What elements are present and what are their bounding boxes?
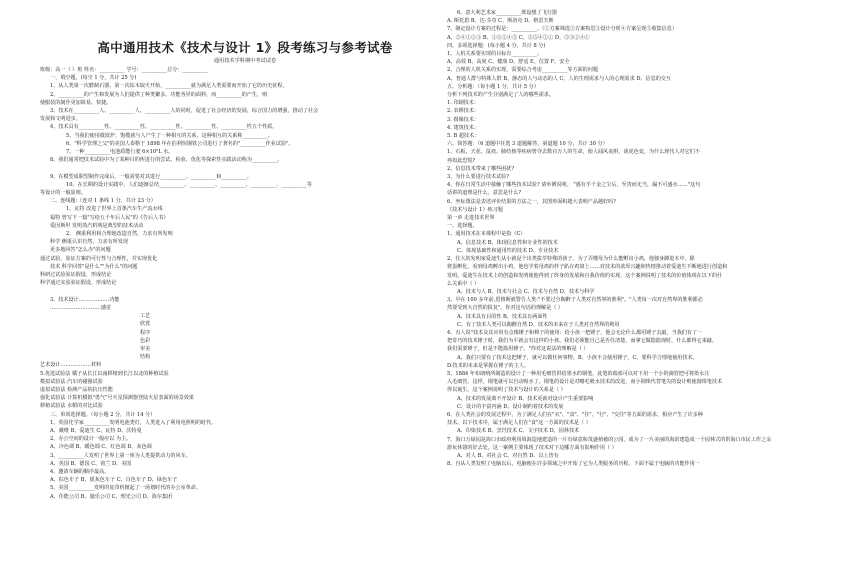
left-text-line: 审美 (140, 345, 151, 352)
right-text-line: 发明。爱迪生在技术上的创造和发明使他得到了终身的发展和自我价值的实现，这个案例说明了技术的价值体现在以下的什 (447, 272, 723, 279)
right-text-line: 五、分析题：（每小题 1 分，共计 5 分） (447, 83, 539, 90)
left-text-line: 程序 (140, 329, 151, 336)
right-text-line: 我们需要锤子，但是不能滥用锤子。"你对这说法的理解是（ ） (447, 346, 589, 353)
left-text-line: 模拟试验法 汽车的碰撞试验 (40, 378, 103, 385)
right-text-line: D.技术的未来是掌握在锤子的主人。 (447, 362, 529, 369)
left-text-line: 等设计的一般原则。 (40, 190, 86, 197)
right-text-line: 2. 农耕技术： (447, 108, 479, 115)
right-text-line: 话讲的道理是什么，意思是什么? (447, 190, 522, 197)
left-text-line: 2、 侧重利用和合理地改造自然，力求有所发明 (66, 231, 173, 238)
right-text-line: 5. B 超技术： (447, 133, 480, 140)
left-text-line: 技术 科学回答"是什么""为什么"的问题 (50, 263, 138, 270)
right-text-line: 2、合理的人机关系的实现，需要综合考虑__________等方面的问题 (447, 67, 598, 74)
left-text-line: 更多地回答"怎么办"的问题 (50, 247, 111, 254)
left-text-line: A、佳能公司 B、施乐公司 C、理光公司 D、海尔集团 (50, 493, 173, 500)
left-text-line: A、棕色车子 B、银灰色车子 C、白色车子 D、绿色车子 (50, 477, 178, 484)
right-text-line: 1、人机关系要实现的目标有__________。 (447, 51, 542, 58)
right-text-line: 1、石板、天花、鼠疫、肺结核等疾病曾夺去数百万人的生命，使人闻风丧胆，谈虎色变。为什么现代人对它们不 (447, 149, 700, 156)
right-text-line: A、技术具有目的性 B、技术具有两面性 (457, 313, 548, 320)
right-text-line: A、我们只要有了技术这把锤子，就可以做任何事物。B、小孩不会使用锤子，C、要科学合理地使用技术。 (457, 354, 698, 361)
left-text-line: 4、邀请车辆的顺序最高。 (50, 468, 110, 475)
right-text-line: A、⑤④①②③ B、①③②④⑤ C、③⑤④②① D、⑤③②④① (447, 34, 590, 41)
left-text-line: 5、美国__________发明的复印机掀起了一场划时代的办公室革命。 (50, 485, 201, 492)
left-text-line: 4、技术具有__________性、__________性、__________性、__________性、__________性五个性质。 (50, 124, 278, 131)
right-text-line: 入毛细管。这样，钢笔就可以自动吸水了。钢笔的设计是对略毛吸水技术的改进，而小钢珠代替笔尖的设计则使圆珠笔技术 (447, 379, 723, 386)
left-text-line: 3、技术设计………………功能 (50, 296, 120, 303)
left-text-line: 发展和文明进步。 (40, 116, 81, 123)
right-text-line: A、技术的发展离不开设计 B、技术更新对设计产生重要影响 (457, 395, 594, 402)
left-text-line (40, 287, 435, 295)
left-text-line: 科学 侧重认识自然，力求有所发现 (50, 239, 129, 246)
right-text-line: 7、海口万绿园是海口市政府利用填海造地建造的一片有绿意和茂盛植被的公园，成为了一片美丽的海滨建造成一个园林式的供海口市民工作之余 (447, 436, 772, 443)
left-text-line: 移植试验法 水稻的对比试验 (40, 403, 103, 410)
left-text-line: 工艺 (140, 313, 151, 320)
right-text-line: 6、坐标图法是表述评价结果的方法之一，其图形面积越大表明产品越好吗? (447, 198, 616, 205)
right-text-line: 再如此恐慌? (447, 157, 476, 164)
left-text-line: 使服装的制作更加简易、快捷。 (40, 99, 112, 106)
right-text-line: A、技术与人 B、技术与社会 C、技术与自然 D、技术与科学 (457, 288, 595, 295)
right-text-line: 然要受到大自然的报复"。你对这句话的理解是（ ） (447, 305, 564, 312)
right-text-line: 将蛋孵化，看到母鸡孵出小鸡，他也学着母鸡的样子趴在鸡窝上……对技术的浓厚兴趣和热情推动着爱迪生不断地进行创造和 (447, 264, 728, 271)
right-text-line: 6、意大利艺术家__________既设想了飞行器 (457, 10, 558, 16)
right-text-line: 7、制定设计方案的过程是：__________。（①方案筛选②方案构思③设计分析④方案呈现⑤收集信息） (447, 26, 677, 33)
left-text-line: 5、当我们使用微波炉，饱揽就与人产生了一种相互的关系，这种相互的关系称__________。 (66, 132, 273, 139)
right-text-line: A、印染技术 B、烹饪技术 C、文字技术 D、园林技术 (457, 428, 580, 435)
right-text-line: 么关系中（ ） (447, 280, 480, 287)
left-text-line: 2、__________的产生和发展为人们提供了种类繁多、功能各异的面料，而__________的产生，则 (50, 91, 268, 98)
right-text-line: A、对人 B、对社会 C、对自然 D、以上皆有 (457, 452, 559, 459)
right-text-line: 6、在人类社会的发展过程中，为了满足人们在"衣"、"食"、"住"、"行"、"交往"等方面的需求，相应产生了许多种 (447, 411, 703, 418)
right-text-line: 2、住大的发明家爱迪生从小就是个出类拔萃特殊的孩子。为了弄懂母为什么能孵出小鸡，他独身蹲进木中，除 (447, 256, 695, 263)
left-text-line: 结构 (140, 354, 151, 361)
left-text-line: 二、连线题:（连对 1 条线 1 分，共计 23 分） (50, 198, 156, 205)
left-text-line: 3、技术在__________人、__________人、__________人的同时，促进了社会经济的发展、综合国力的增强，推动了社会 (50, 108, 319, 115)
right-text-line: 技术。以下技术中，属于满足人们在"食"这一方面的技术是（ ） (447, 420, 591, 427)
left-text-line: 通过试验，验证方案的可行性与合理性，并实现优化 (40, 255, 158, 262)
left-text-line: 班级：高一（ ）班 姓名：__________ 学号：__________总分：__________ (40, 67, 208, 73)
right-text-line: 4、有人说"技术及其应用有点像锤子和棒子的使用：给小孩一把锤子，他会无论什么都用锤子去敲，当我们有了一 (447, 329, 703, 336)
right-text-line: 4. 建筑技术： (447, 124, 479, 131)
left-text-line: …………………………感觉 (50, 304, 112, 311)
right-text-line: 《技术与设计 1》练习题 (447, 206, 503, 213)
left-text-line: A、戴维 B、爱迪生 C、瓦特 D、沃特曼 (50, 427, 142, 434)
left-text-line: 欣赏 (140, 321, 151, 328)
right-text-line: 得以诞生。这个案例说明了技术与设计的关系是（ ） (447, 387, 566, 394)
right-text-line: A. 斯托恩 B、达·芬奇 C、斯洛克 D、格雷夫斯 (447, 18, 554, 25)
right-text-line: 分析下列技术的产生分别满足了人的哪些需求。 (447, 92, 554, 99)
right-text-line: 六、简答题：（6 道题中任选 3 道题解答，第道题 10 分，共计 30 分） (447, 141, 608, 148)
right-text-line: A、普通人群与特殊人群 B、静态的人与动态的人 C、人的生理需求与人的心理需求 D、信息的交互 (447, 75, 672, 82)
right-column (447, 9, 844, 468)
right-text-line: A、高效 B、高度 C、健康 D、舒适 E、位置 F、安全 (447, 59, 570, 66)
right-text-line: 游玩休憩的好去处。这一案例主要体现了技术对下边哪方面有影响作用（ ） (447, 444, 617, 451)
right-text-line: 把奇巧的技术锤子时，我们为平就会有这样的小孩。我们必须能自己是否住清楚，而拿它做隐隐现时，什么都得它来敲。 (447, 338, 717, 345)
left-text-line: 10、在长期的设计实践中，人们逐渐总结__________、__________、__________、__________、__________等 (66, 181, 312, 188)
page-title: 高中通用技术《技术与设计 1》段考练习与参考试卷 (97, 40, 393, 55)
left-text-line: 9、在模型成职型制作完成后，一般需要对其进行__________、__________和__________。 (50, 173, 252, 180)
left-text-line: 5.优选试验法 橘子从长江以南移植到长江以北的种植试验 (40, 370, 169, 377)
left-text-line: 6、"科学管理之父"的美国人泰勒于 1898 年在伯利恒钢铁公司进行了著名的"__________作业试验"。 (66, 140, 294, 147)
left-column (40, 66, 435, 501)
left-text-line: 色彩 (140, 337, 151, 344)
left-text-line: 8、我们通常把技术试验中为了某种目的所进行的尝试、检验、优化等探索性实践活动称为__________。 (50, 157, 283, 164)
right-text-line: 8、自从人类发明了电脑以后，电脑便在许多领域之中开始了它为人类服务的历程。下面不属于电脑的功能作用一 (447, 461, 700, 468)
left-text-line: 1、瓦特 改进了世界上首条汽车生产流水线 (66, 206, 163, 213)
left-text-line: 强化试验法 计算机模拟"勇气"号火星探测器登陆火星表面的场景效果 (40, 395, 195, 402)
left-text-line: 三、单项选择题。（每小题 2 分，共计 14 分） (50, 411, 156, 418)
right-text-line: 3. 摄像技术： (447, 116, 479, 123)
right-text-line: A、信息技术 B、体现信息性和专业性的技术 (457, 239, 558, 246)
right-text-line: 1. 印刷技术： (447, 100, 479, 107)
left-text-line: 3、__________人发明了世界上第一座为人类提供动力的风车。 (50, 452, 191, 459)
right-text-line: C、设计的丰富内涵 D、设计制约着技术的发展 (457, 403, 564, 410)
left-text-line: 科学通过实验验证假设，形成结论 (40, 280, 117, 287)
left-text-line: 艺术设计………………材料 (40, 362, 102, 369)
right-text-line: 一、选择题。 (447, 223, 478, 230)
left-text-line: 福特 曾写下一篇"写给五千年后人民"的《告后人书》 (50, 214, 169, 221)
left-text-line: A、英国 B、德国 C、荷兰 D、美国 (50, 460, 132, 467)
left-text-line: 爱因斯坦 发明蒸汽机明是典型的技术活动 (50, 222, 144, 229)
left-text-line: 7、一种__________电池质能行驶 6×10⁵L 水。 (66, 149, 174, 156)
left-text-line (40, 164, 435, 172)
left-text-line: 科研过试验验证假设，形成结论 (40, 272, 112, 279)
right-text-line: 3、早在 100 多年前,恩格斯就警告人类:"不要过分陶醉于人类对自然界的胜利"。"人类每一次对自然界的胜利都必 (447, 297, 703, 304)
right-text-line: C、体现基础性和通用性的技术 D、专业技术 (457, 247, 559, 254)
right-text-line: 4、你在日常生活中接触了哪些技术试验? 请举例说明。 "惑有手千金之宝后，至贵而无当，漏不可盛水……"这句 (447, 182, 701, 189)
left-text-line: 虚拟试验法 检测产品的抗压性能 (40, 386, 113, 393)
right-text-line: C、有了技术人类可以陶醉自然 D、技术的未来在于人类对自然界的利用 (457, 321, 620, 328)
right-text-line: 第一章 走进技术世界 (447, 215, 495, 222)
left-text-line: A、冷色调 B、暖色调 C、红色调 D、灰色调 (50, 444, 152, 451)
left-text-line: 2、办公空间的设计一般应以 为主。 (50, 436, 132, 443)
right-text-line: 1、通用技术在本课程中是指（C） (447, 231, 526, 238)
right-text-line: 四、多项选择题：(每小题 4 分，共计 8 分) (447, 42, 546, 49)
right-text-line: 5、1884 年布朗纳所制造的设计了一种用毛细管供给墨水的钢笔，此笔的端部可以对下用一个小的滴管把可将墨水注 (447, 370, 710, 377)
left-text-line: 1、从人类第一次磨制石器、第一次钻木取火开始，__________就为满足人类需要而开始了它的历史征程。 (50, 83, 288, 90)
left-text-line: 1、英国化学家__________发明电池类灯，人类进入了利用电照明的时代。 (50, 419, 217, 426)
right-text-line: 3、为什么要进行技术试验? (447, 174, 510, 181)
page-subtitle: 通用技术学科期中考试试卷 (213, 58, 277, 64)
left-text-line: 一、填空题。(每空 1 分，共计 25 分) (50, 75, 137, 82)
right-text-line: 2、信息技术带来了哪些困扰? (447, 165, 515, 172)
